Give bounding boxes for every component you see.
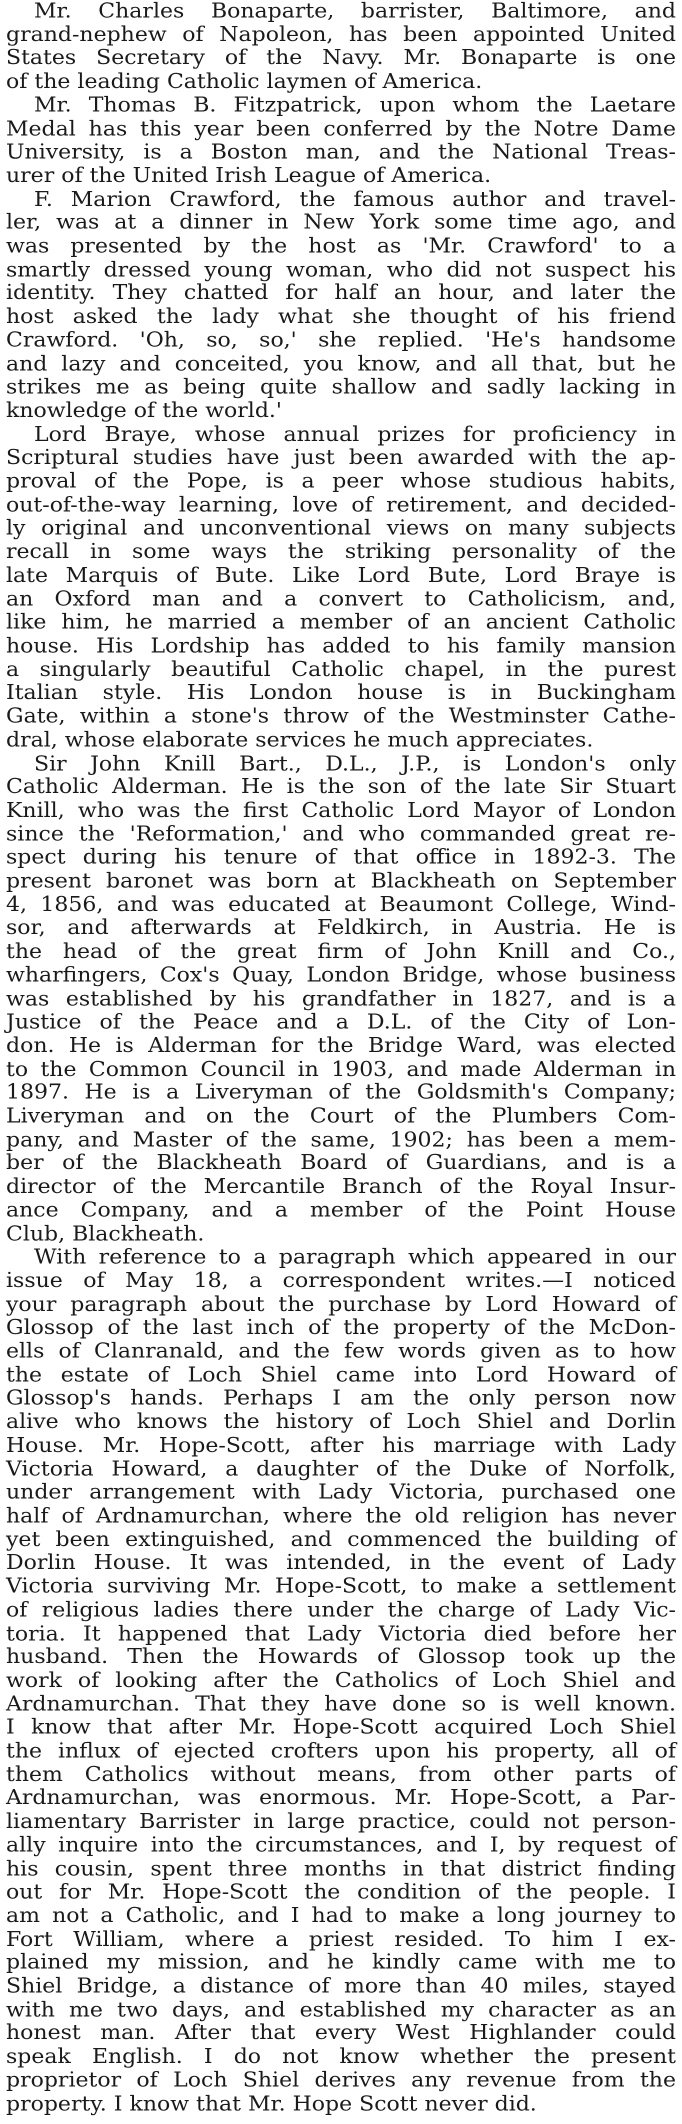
text-line: spect during his tenure of that office in 1892-3. The — [6, 846, 676, 870]
text-line: out-of-the-way learning, love of retirement, and decided- — [6, 493, 676, 517]
text-line: half of Ardnamurchan, where the old religion has never — [6, 1504, 676, 1528]
article-paragraph — [6, 423, 676, 752]
article-paragraph — [6, 188, 676, 423]
text-line: speak English. I do not know whether the present — [6, 2045, 676, 2069]
text-line: alive who knows the history of Loch Shiel and Dorlin — [6, 1410, 676, 1434]
text-line: Lord Braye, whose annual prizes for proficiency in — [34, 423, 676, 447]
text-line: ly original and unconventional views on many subjects — [6, 517, 676, 541]
text-line: Sir John Knill Bart., D.L., J.P., is London's only — [34, 752, 676, 776]
text-line: identity. They chatted for half an hour, and later the — [6, 282, 676, 306]
text-line: House. Mr. Hope-Scott, after his marriage with Lady — [6, 1434, 676, 1458]
text-line: property. I know that Mr. Hope Scott never did. — [6, 2092, 537, 2116]
text-line: under arrangement with Lady Victoria, purchased one — [6, 1481, 676, 1505]
text-line: issue of May 18, a correspondent writes.—I noticed — [6, 1269, 676, 1293]
text-line: since the 'Reformation,' and who commanded great re- — [6, 822, 676, 846]
text-line: knowledge of the world.' — [6, 399, 282, 423]
article-paragraph — [6, 0, 676, 94]
text-line: Victoria surviving Mr. Hope-Scott, to make a settlement — [6, 1575, 676, 1599]
text-line: Medal has this year been conferred by the Notre Dame — [6, 117, 676, 141]
text-line: 4, 1856, and was educated at Beaumont College, Wind- — [6, 893, 676, 917]
text-line: honest man. After that every West Highlander could — [6, 2022, 676, 2046]
text-line: With reference to a paragraph which appeared in our — [34, 1246, 676, 1270]
text-line: his cousin, spent three months in that district finding — [6, 1857, 676, 1881]
text-line: grand-nephew of Napoleon, has been appointed United — [6, 23, 676, 47]
text-line: Crawford. 'Oh, so, so,' she replied. 'He's handsome — [6, 329, 676, 353]
text-line: to the Common Council in 1903, and made Alderman in — [6, 1058, 676, 1081]
text-line: out for Mr. Hope-Scott the condition of the people. I — [6, 1881, 676, 1904]
text-line: States Secretary of the Navy. Mr. Bonaparte is one — [6, 47, 676, 70]
text-line: Catholic Alderman. He is the son of the late Sir Stuart — [6, 775, 676, 799]
text-line: recall in some ways the striking personality of the — [6, 540, 676, 564]
text-line: of the leading Catholic laymen of America. — [6, 70, 483, 94]
text-line: proprietor of Loch Shiel derives any revenue from the — [6, 2069, 676, 2093]
text-line: sor, and afterwards at Feldkirch, in Austria. He is — [6, 917, 676, 940]
text-line: your paragraph about the purchase by Lord Howard of — [6, 1293, 676, 1317]
text-line: strikes me as being quite shallow and sadly lacking in — [6, 376, 676, 400]
text-line: smartly dressed young woman, who did not suspect his — [6, 258, 676, 282]
text-line: house. His Lordship has added to his family mansion — [6, 634, 676, 658]
text-line: of religious ladies there under the charge of Lady Vic- — [6, 1598, 676, 1622]
text-line: was established by his grandfather in 1827, and is a — [6, 987, 676, 1011]
text-line: Shiel Bridge, a distance of more than 40 miles, stayed — [6, 1975, 676, 1999]
text-line: wharfingers, Cox's Quay, London Bridge, whose business — [6, 964, 676, 987]
text-line: Ardnamurchan, was enormous. Mr. Hope-Scott, a Par- — [6, 1787, 676, 1810]
text-line: ells of Clanranald, and the few words given as to how — [6, 1340, 676, 1364]
text-line: urer of the United Irish League of America. — [6, 164, 492, 188]
text-line: Glossop of the last inch of the property of the McDon- — [6, 1316, 676, 1340]
text-line: Club, Blackheath. — [6, 1222, 205, 1246]
text-line: Fort William, where a priest resided. To him I ex- — [6, 1928, 676, 1952]
text-line: F. Marion Crawford, the famous author and travel- — [34, 188, 676, 211]
text-line: husband. Then the Howards of Glossop took up the — [6, 1645, 676, 1669]
text-line: Knill, who was the first Catholic Lord Mayor of London — [6, 799, 676, 823]
text-line: am not a Catholic, and I had to make a long journey to — [6, 1904, 676, 1928]
article-paragraph — [6, 94, 676, 188]
text-line: ler, was at a dinner in New York some time ago, and — [6, 211, 676, 235]
text-line: Liveryman and on the Court of the Plumbers Com- — [6, 1105, 676, 1129]
text-line: late Marquis of Bute. Like Lord Bute, Lord Braye is — [6, 564, 676, 588]
text-line: like him, he married a member of an ancient Catholic — [6, 611, 676, 635]
text-line: with me two days, and established my character as an — [6, 1998, 676, 2022]
text-line: I know that after Mr. Hope-Scott acquired Loch Shiel — [6, 1716, 676, 1740]
text-line: the estate of Loch Shiel came into Lord Howard of — [6, 1363, 676, 1387]
text-line: don. He is Alderman for the Bridge Ward, was elected — [6, 1034, 676, 1058]
text-line: Ardnamurchan. That they have done so is well known. — [6, 1693, 676, 1716]
text-line: the head of the great firm of John Knill and Co., — [6, 940, 676, 964]
text-line: director of the Mercantile Branch of the Royal Insur- — [6, 1175, 676, 1199]
text-line: Scriptural studies have just been awarded with the ap- — [6, 446, 676, 470]
text-line: Dorlin House. It was intended, in the event of Lady — [6, 1551, 676, 1575]
text-line: ally inquire into the circumstances, and I, by request of — [6, 1834, 676, 1857]
text-line: ber of the Blackheath Board of Guardians, and is a — [6, 1152, 676, 1176]
text-line: toria. It happened that Lady Victoria died before her — [6, 1622, 676, 1646]
text-line: present baronet was born at Blackheath on September — [6, 870, 676, 893]
text-line: Glossop's hands. Perhaps I am the only person now — [6, 1387, 676, 1411]
text-line: Italian style. His London house is in Buckingham — [6, 681, 676, 705]
article-paragraph — [6, 752, 676, 1246]
text-line: proval of the Pope, is a peer whose studious habits, — [6, 470, 676, 494]
text-line: plained my mission, and he kindly came with me to — [6, 1951, 676, 1975]
text-line: Gate, within a stone's throw of the Westminster Cathe- — [6, 705, 676, 729]
newspaper-column — [6, 0, 676, 2116]
text-line: an Oxford man and a convert to Catholicism, and, — [6, 587, 676, 611]
text-line: a singularly beautiful Catholic chapel, in the purest — [6, 658, 676, 682]
text-line: them Catholics without means, from other parts of — [6, 1763, 676, 1787]
text-line: work of looking after the Catholics of Loch Shiel and — [6, 1669, 676, 1693]
text-line: ance Company, and a member of the Point House — [6, 1199, 676, 1223]
text-line: Victoria Howard, a daughter of the Duke of Norfolk, — [6, 1457, 676, 1481]
text-line: liamentary Barrister in large practice, could not person- — [6, 1810, 676, 1834]
text-line: and lazy and conceited, you know, and all that, but he — [6, 352, 676, 376]
article-paragraph — [6, 1246, 676, 2116]
text-line: Mr. Thomas B. Fitzpatrick, upon whom the Laetare — [34, 94, 676, 117]
text-line: dral, whose elaborate services he much appreciates. — [6, 728, 594, 752]
text-line: Mr. Charles Bonaparte, barrister, Baltimore, and — [34, 0, 676, 23]
text-line: 1897. He is a Liveryman of the Goldsmith's Company; — [6, 1081, 676, 1105]
text-line: host asked the lady what she thought of his friend — [6, 305, 676, 329]
text-line: the influx of ejected crofters upon his property, all of — [6, 1740, 676, 1763]
text-line: Justice of the Peace and a D.L. of the City of Lon- — [6, 1011, 676, 1034]
text-line: was presented by the host as 'Mr. Crawford' to a — [6, 235, 676, 259]
text-line: University, is a Boston man, and the National Treas- — [6, 141, 676, 164]
text-line: yet been extinguished, and commenced the building of — [6, 1528, 676, 1552]
text-line: pany, and Master of the same, 1902; has been a mem- — [6, 1128, 676, 1152]
